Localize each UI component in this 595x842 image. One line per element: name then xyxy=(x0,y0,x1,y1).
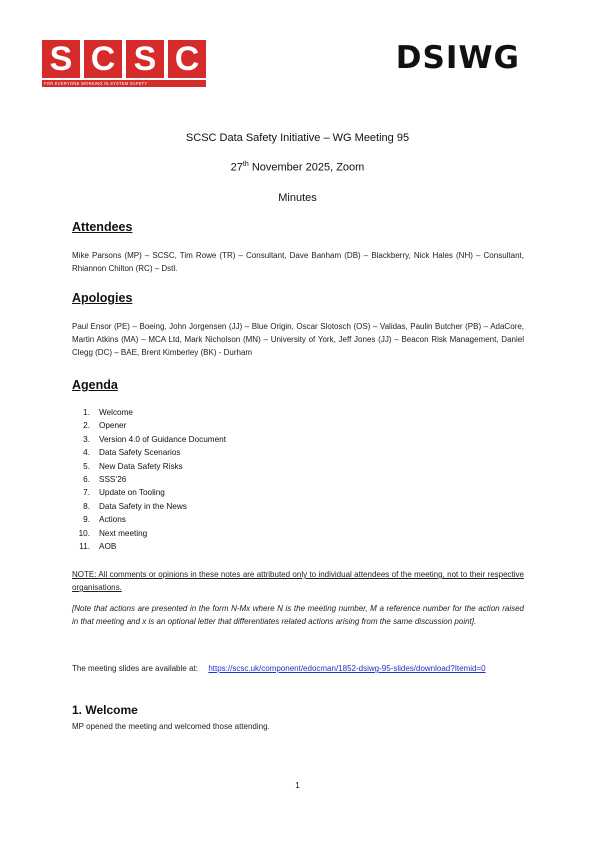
item-label: Version 4.0 of Guidance Document xyxy=(99,434,226,444)
date-rest: November 2025, Zoom xyxy=(248,161,365,174)
item-label: Actions xyxy=(99,515,126,525)
welcome-text: MP opened the meeting and welcomed those attending. xyxy=(72,722,270,731)
list-item xyxy=(72,527,226,540)
date-day: 27 xyxy=(230,161,243,174)
list-item xyxy=(72,433,226,446)
attendees-text: Mike Parsons (MP) – SCSC, Tim Rowe (TR) – Consultant, Dave Banham (DB) – Blackberry, Nick Hales (NH) – Consultant, Rhiannon Chilton (RC) – Dstl. xyxy=(72,251,524,273)
logo-letter: C xyxy=(84,40,122,78)
item-number: 7. xyxy=(83,488,90,498)
apologies-heading: Apologies xyxy=(72,291,133,305)
page-number: 1 xyxy=(295,781,300,790)
apologies-text: Paul Ensor (PE) – Boeing, John Jorgensen (JJ) – Blue Origin, Oscar Slotosch (OS) – Validas, Paulin Butcher (PB) – AdaCore, Martin Atkins (MA) – MCA Ltd, Mark Nicholson (MN) – University of York, Jeff Jones (JJ) – Beacon Risk Management, Daniel Clegg (DC) – BAE, Brent Kimberley (BK) - Durham xyxy=(72,322,524,357)
item-label: Data Safety Scenarios xyxy=(99,448,181,458)
item-label: New Data Safety Risks xyxy=(99,461,183,471)
item-number: 5. xyxy=(83,461,90,471)
scsc-logo-letters xyxy=(42,40,206,78)
item-number: 8. xyxy=(83,501,90,511)
list-item xyxy=(72,446,226,459)
list-item xyxy=(72,473,226,486)
item-number: 1. xyxy=(83,408,90,417)
date-suffix: th xyxy=(242,161,249,168)
item-label: Update on Tooling xyxy=(99,488,165,498)
logo-tagline: FOR EVERYONE WORKING IN SYSTEM SAFETY xyxy=(42,80,206,87)
logo-letter: C xyxy=(168,40,206,78)
item-label: Data Safety in the News xyxy=(99,501,187,511)
item-number: 4. xyxy=(83,448,90,458)
item-number: 11. xyxy=(79,542,90,552)
list-item xyxy=(72,406,226,419)
item-number: 9. xyxy=(83,515,90,525)
item-label: AOB xyxy=(99,542,117,552)
group-logo-text: DSIWG xyxy=(395,40,520,76)
logo-letter: S xyxy=(42,40,80,78)
meeting-date xyxy=(0,161,595,174)
document-title: SCSC Data Safety Initiative – WG Meeting 95 xyxy=(185,132,410,144)
item-label: Next meeting xyxy=(99,528,148,538)
item-number: 2. xyxy=(83,421,90,431)
item-number: 10. xyxy=(78,528,90,538)
list-item xyxy=(72,419,226,432)
logo-letter: S xyxy=(126,40,164,78)
slides-link[interactable]: https://scsc.uk/component/edocman/1852-dsiwg-95-slides/download?Itemid=0 xyxy=(208,664,486,673)
scsc-logo xyxy=(42,40,206,87)
item-label: Opener xyxy=(99,421,127,431)
agenda-heading: Agenda xyxy=(72,378,118,392)
actions-format-note: [Note that actions are presented in the form N-Mx where N is the meeting number, M a reference number for the action raised in that meeting and x is an optional letter that differentiates related actions arising from the same discussion point]. xyxy=(72,604,524,626)
document-subtitle: Minutes xyxy=(278,192,317,204)
slides-text: The meeting slides are available at: xyxy=(72,664,198,673)
agenda-list xyxy=(72,406,226,553)
item-label: SSS’26 xyxy=(99,475,127,485)
list-item xyxy=(72,460,226,473)
item-number: 6. xyxy=(83,475,90,485)
list-item xyxy=(72,540,226,553)
attendees-heading: Attendees xyxy=(72,220,133,234)
item-label: Welcome xyxy=(99,408,133,417)
slides-paragraph xyxy=(72,662,524,675)
list-item xyxy=(72,486,226,499)
section-heading-welcome: 1. Welcome xyxy=(72,703,138,717)
item-number: 3. xyxy=(83,434,90,444)
list-item xyxy=(72,513,226,526)
attribution-note: NOTE: All comments or opinions in these notes are attributed only to individual attendees of the meeting, not to their respective organisations. xyxy=(72,570,524,592)
list-item xyxy=(72,500,226,513)
